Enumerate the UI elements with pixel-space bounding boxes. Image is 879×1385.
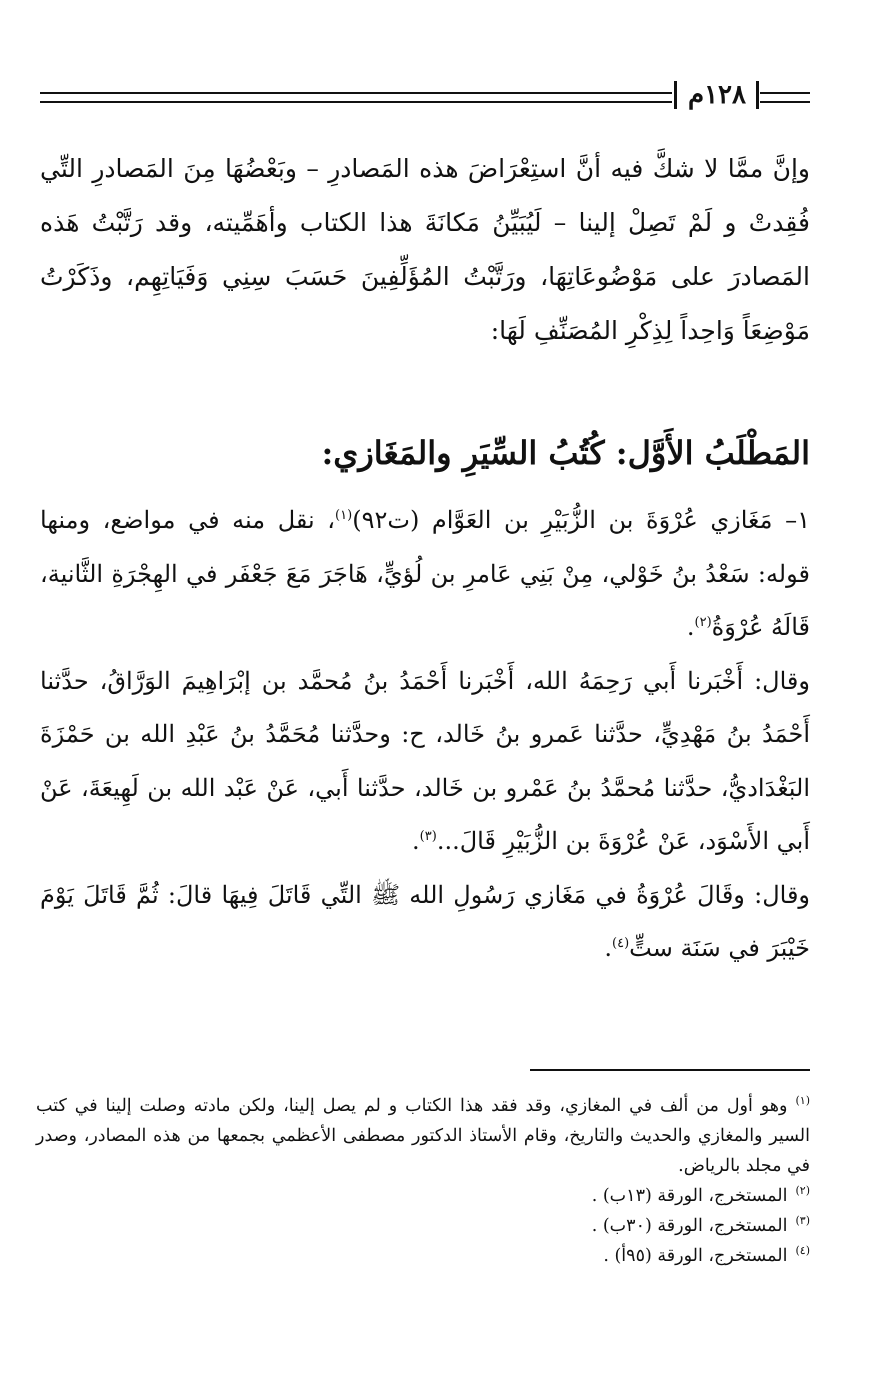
footnote-ref-2[interactable]: (٢) — [694, 615, 712, 630]
paragraph-3-text: وقال: وقَالَ عُرْوَةُ في مَغَازي رَسُولِ الله ﷺ التِّي قَاتَلَ فِيهَا قالَ: ثُمَّ قَاتَلَ يَوْمَ خَيْبَرَ في سَنَة ستٍّ — [40, 880, 810, 962]
footnote-1 — [36, 1091, 810, 1181]
paragraph-2 — [40, 655, 810, 869]
paragraph-1-text-a: مَغَازي عُرْوَةَ بن الزُّبَيْرِ بن العَوَّام (ت٩٢) — [352, 506, 773, 534]
footnote-ref-4[interactable]: (٤) — [612, 936, 630, 951]
footnote-2 — [36, 1181, 810, 1211]
intro-paragraph: وإنَّ ممَّا لا شكَّ فيه أنَّ استِعْرَاضَ هذه المَصادرِ – وبَعْضُهَا مِنَ المَصادرِ التِّي فُقِدتْ و لَمْ تَصِلْ إلينا – لَيُبَيِّنُ مَكانَةَ هذا الكتاب وأهَمِّيته، وقد رَتَّبْتُ هَذه المَصادرَ على مَوْضُوعَاتِهَا، ورَتَّبْتُ المُؤَلِّفِينَ حَسَبَ سِنِي وَفَيَاتِهِم، وذَكَرْتُ مَوْضِعَاً وَاحِداً لِذِكْرِ المُصَنِّفِ لَهَا: — [40, 154, 810, 345]
paragraph-1 — [40, 494, 810, 655]
paragraph-1-text-c: . — [686, 613, 695, 641]
section-body — [40, 494, 810, 976]
footnotes — [36, 1091, 810, 1271]
header-rule-left — [40, 92, 672, 103]
footnote-mark: (٣) — [795, 1214, 810, 1228]
footnote-text: وهو أول من ألف في المغازي، وقد فقد هذا الكتاب و لم يصل إلينا، ولكن مادته وصلت إلينا في كتب السير والمغازي والحديث والتاريخ، وقام الأستاذ الدكتور مصطفى الأعظمي بجمعها من هذه المصادر، وصدر في مجلد بالرياض. — [36, 1096, 810, 1176]
footnote-ref-3[interactable]: (٣) — [419, 829, 437, 844]
page-header — [40, 78, 810, 112]
header-bracket-left — [674, 81, 677, 109]
footnote-separator — [530, 1069, 810, 1071]
paragraph-3-end: . — [604, 934, 613, 962]
footnote-mark: (٢) — [795, 1184, 810, 1198]
paragraph-1-text-b: ، نقل منه في مواضع، ومنها قوله: سَعْدُ بنُ خَوْلي، مِنْ بَنِي عَامرِ بن لُؤيٍّ، هَاجَرَ مَعَ جَعْفَر في الهِجْرَةِ الثَّانية، قَالَهُ عُرْوَةُ — [40, 506, 810, 641]
footnote-4 — [36, 1241, 810, 1271]
paragraph-2-text: وقال: أَخْبَرنا أَبي رَحِمَهُ الله، أَخْبَرنا أَحْمَدُ بنُ مُحمَّد بن إبْرَاهِيمَ الوَرَّاقُ، حدَّثنا أَحْمَدُ بنُ مَهْدِيٍّ، حدَّثنا عَمرو بنُ خَالد، ح: وحدَّثنا مُحَمَّدُ بنُ عَبْدِ الله بن حَمْزَةَ البَغْدَاديُّ، حدَّثنا مُحمَّدُ بنُ عَمْرو بن خَالد، حدَّثنا أَبي، عَنْ عَبْد الله بن لَهِيعَةَ، عَنْ أَبي الأَسْوَد، عَنْ عُرْوَةَ بن الزُّبَيْرِ قَالَ... — [40, 666, 810, 855]
item-number: ١– — [785, 506, 810, 534]
header-bracket-right — [756, 81, 759, 109]
paragraph-3 — [40, 869, 810, 976]
footnote-mark: (١) — [795, 1094, 810, 1108]
footnote-mark: (٤) — [795, 1244, 810, 1258]
page-number: ١٢٨م — [687, 80, 746, 110]
footnote-ref-1[interactable]: (١) — [335, 508, 353, 523]
footnote-text: المستخرج، الورقة (٩٥أ) . — [603, 1246, 788, 1266]
paragraph-2-end: . — [412, 827, 420, 855]
footnote-text: المستخرج، الورقة (٣٠ب) . — [591, 1216, 788, 1236]
footnote-text: المستخرج، الورقة (١٣ب) . — [591, 1186, 788, 1206]
header-rule-right — [760, 92, 810, 103]
footnote-3 — [36, 1211, 810, 1241]
section-title: المَطْلَبُ الأَوَّل: كُتُبُ السِّيَرِ والمَغَازي: — [321, 434, 810, 472]
